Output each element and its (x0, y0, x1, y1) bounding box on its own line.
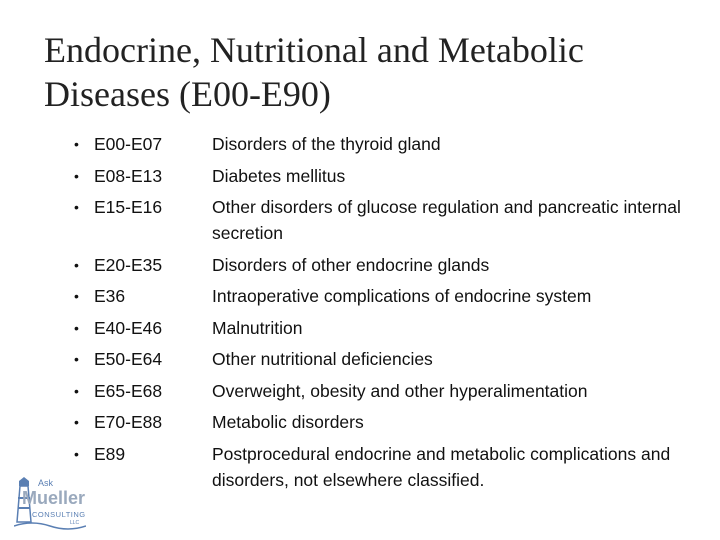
description-item: Other disorders of glucose regulation and pancreatic internal secretion (212, 197, 681, 243)
code-label: E65-E68 (94, 380, 163, 401)
description-item: Other nutritional deficiencies (212, 349, 433, 369)
description-item: Intraoperative complications of endocrine system (212, 286, 592, 306)
code-label: E00-E07 (94, 134, 163, 154)
code-label: E70-E88 (94, 412, 163, 432)
description-item: Disorders of the thyroid gland (212, 134, 441, 154)
code-item (74, 409, 204, 435)
code-item (74, 252, 204, 278)
code-label: E08-E13 (94, 165, 163, 186)
company-logo (14, 476, 86, 530)
code-label: E36 (94, 286, 126, 306)
code-label: E50-E64 (94, 349, 163, 369)
code-list (74, 131, 204, 472)
logo-text-mueller: Mueller (22, 488, 86, 508)
code-item (74, 131, 204, 157)
code-item (74, 378, 204, 404)
description-list (212, 131, 712, 498)
description-item: Diabetes mellitus (212, 165, 346, 186)
description-item: Disorders of other endocrine glands (212, 254, 490, 275)
logo-text-ask: Ask (38, 478, 54, 488)
code-item (74, 163, 204, 189)
bullet-icon: • (74, 256, 79, 273)
code-label: E40-E46 (94, 317, 163, 338)
description-item: Metabolic disorders (212, 412, 364, 432)
bullet-icon: • (74, 136, 79, 152)
slide-title: Endocrine, Nutritional and Metabolic Diseases (E00-E90) (44, 30, 584, 114)
logo-text-consulting: CONSULTING (32, 510, 86, 519)
code-item (74, 441, 204, 467)
bullet-icon: • (74, 167, 79, 184)
code-label: E15-E16 (94, 197, 163, 217)
code-label: E20-E35 (94, 254, 163, 275)
logo-text-llc: LLC (70, 520, 80, 526)
bullet-icon: • (74, 319, 79, 336)
bullet-icon: • (74, 288, 79, 304)
bullet-icon: • (74, 199, 79, 215)
code-item (74, 194, 204, 246)
code-item (74, 283, 204, 309)
bullet-icon: • (74, 445, 79, 462)
bullet-icon: • (74, 351, 79, 367)
description-item: Postprocedural endocrine and metabolic complications and disorders, not elsewhere classified. (212, 443, 671, 490)
bullet-icon: • (74, 382, 79, 399)
bullet-icon: • (74, 414, 79, 430)
code-item (74, 315, 204, 341)
code-label: E89 (94, 443, 126, 464)
description-item: Overweight, obesity and other hyperalimentation (212, 380, 588, 401)
code-item (74, 346, 204, 372)
description-item: Malnutrition (212, 317, 303, 338)
